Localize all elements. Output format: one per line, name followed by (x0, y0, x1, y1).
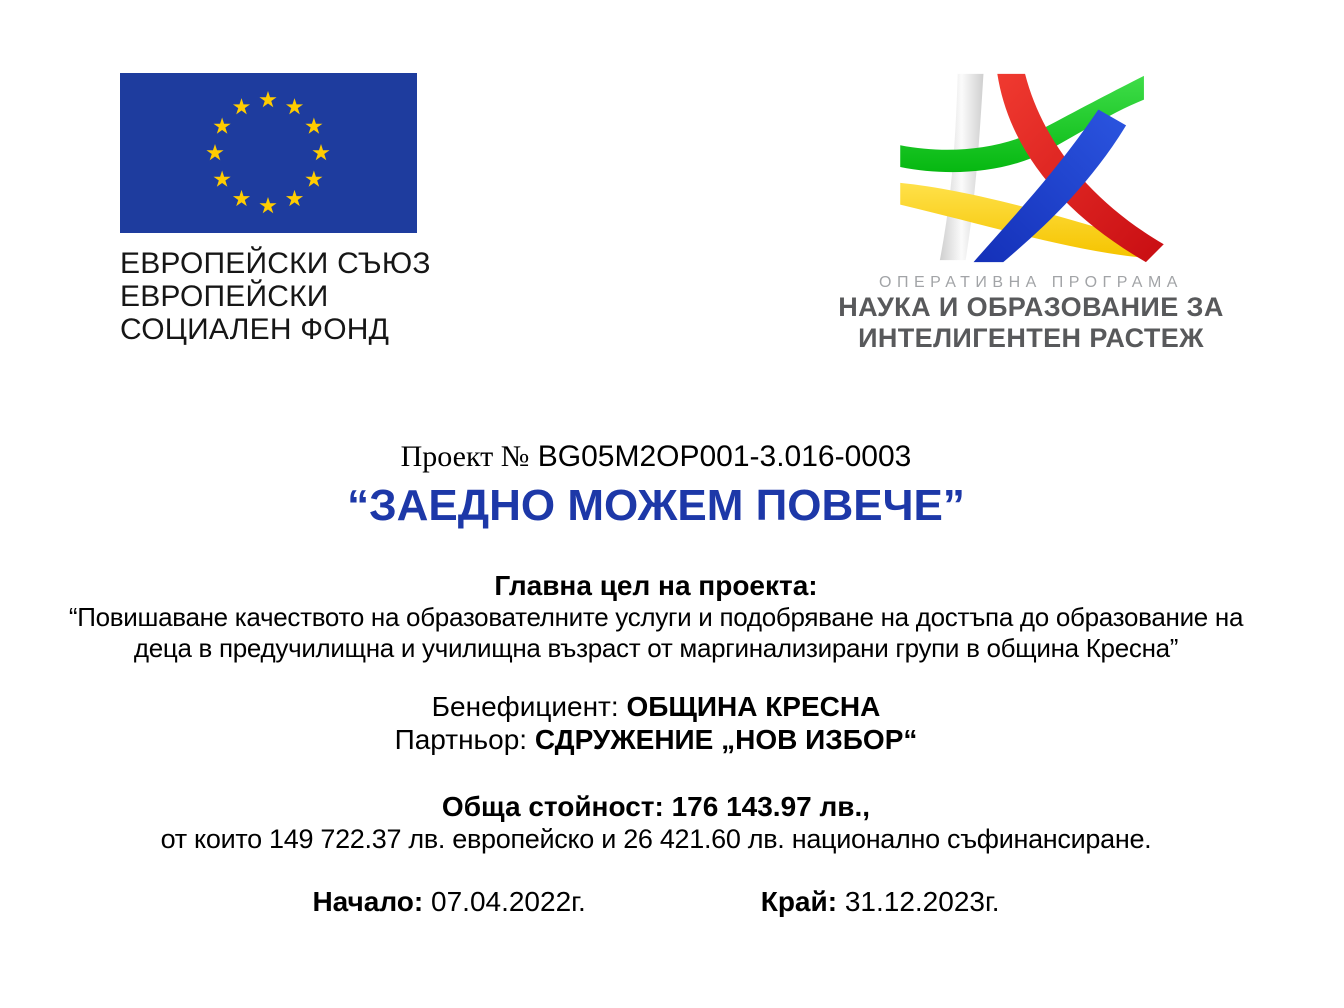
total-value: 176 143.97 лв., (671, 791, 871, 822)
goal-text-line2: деца в предучилищна и училищна възраст от маргинализирани групи в община Кресна” (133, 633, 1179, 663)
start-date-label: Начало: (312, 886, 432, 917)
eu-text-line: ЕВРОПЕЙСКИ СЪЮЗ (120, 247, 431, 280)
funding-breakdown-line: от които 149 722.37 лв. европейско и 26 421.60 лв. национално съфинансиране. (160, 824, 1152, 854)
partner-value: СДРУЖЕНИЕ „НОВ ИЗБОР“ (534, 724, 918, 755)
eu-flag-icon (120, 73, 417, 233)
end-date (761, 885, 1000, 918)
end-date-label: Край: (760, 886, 845, 917)
project-number-line (0, 440, 1312, 474)
total-value-line (0, 790, 1312, 823)
start-date-value: 07.04.2022г. (431, 886, 586, 917)
project-number-label: Проект № (400, 440, 530, 473)
project-number-code: BG05M2OP001-3.016-0003 (537, 440, 912, 473)
page-title: “ЗАЕДНО МОЖЕМ ПОВЕЧЕ” (347, 481, 965, 530)
partner-line (0, 723, 1312, 756)
parties-block (0, 690, 1312, 756)
eu-text-line: ЕВРОПЕЙСКИ (120, 280, 329, 313)
eu-logo (120, 73, 431, 346)
op-program-label: ОПЕРАТИВНА ПРОГРАМА (879, 274, 1183, 291)
eu-text-line: СОЦИАЛЕН ФОНД (120, 313, 390, 346)
start-date (312, 885, 585, 918)
dates-row (0, 885, 1312, 918)
beneficiary-value: ОБЩИНА КРЕСНА (626, 691, 881, 722)
op-ribbons-icon (891, 60, 1171, 272)
end-date-value: 31.12.2023г. (844, 886, 1000, 917)
beneficiary-label: Бенефициент: (431, 691, 627, 722)
op-logo (834, 60, 1228, 354)
beneficiary-line (0, 690, 1312, 723)
goal-heading: Главна цел на проекта: (494, 570, 818, 601)
total-label: Обща стойност: (441, 791, 672, 822)
eu-logo-text (120, 247, 431, 346)
op-program-name-line2: ИНТЕЛИГЕНТЕН РАСТЕЖ (858, 323, 1204, 353)
op-program-name-line1: НАУКА И ОБРАЗОВАНИЕ ЗА (838, 292, 1224, 322)
partner-label: Партньор: (394, 724, 535, 755)
main-content (0, 440, 1312, 918)
goal-text-line1: “Повишаване качеството на образователните услуги и подобряване на достъпа до образование на (68, 602, 1244, 632)
